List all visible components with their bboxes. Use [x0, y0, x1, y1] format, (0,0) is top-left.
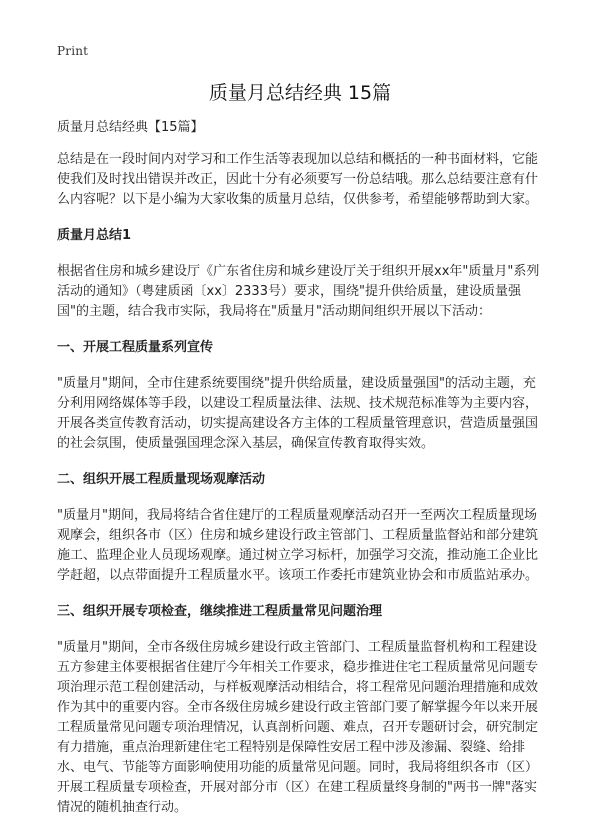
section-heading: 质量月总结1 [57, 228, 132, 243]
item-paragraph-2: "质量月"期间，我局将结合省住建厅的工程质量观摩活动召开一至两次工程质量现场观摩会，组织各市（区）住房和城乡建设行政主管部门、工程质量监督站和部分建筑施工、监理企业人员现场观摩。通过树立学习标杆，加强学习交流，推动施工企业比学赶超，以点带面提升工程质量水平。该项工作委托市建筑业协会和市质监站承办。 [57, 508, 539, 583]
item-paragraph-3: "质量月"期间，全市各级住房城乡建设行政主管部门、工程质量监督机构和工程建设五方参建主体要根据省住建厅今年相关工作要求，稳步推进住宅工程质量常见问题专项治理示范工程创建活动，与样板观摩活动相结合，将工程常见问题治理措施和成效作为其中的重要内容。全市各级住房城乡建设行政主管部门要了解掌握今年以来开展工程质量常见问题专项治理情况，认真剖析问题、难点，召开专题研讨会，研究制定有力措施，重点治理新建住宅工程特别是保障性安居工程中涉及渗漏、裂缝、给排水、电气、节能等方面影响使用功能的质量常见问题。同时，我局将组织各市（区）开展工程质量专项检查，开展对部分市（区）在建工程质量终身制的"两书一牌"落实情况的随机抽查行动。 [57, 640, 539, 815]
item-heading-1: 一、开展工程质量系列宣传 [57, 340, 214, 355]
section-lead-paragraph: 根据省住房和城乡建设厅《广东省住房和城乡建设厅关于组织开展xx年"质量月"系列活动的通知》（粤建质函〔xx〕2333号）要求，围绕"提升供给质量，建设质量强国"的主题，结合我市实际，我局将在"质量月"活动期间组织开展以下活动： [57, 264, 540, 319]
item-paragraph-1: "质量月"期间，全市住建系统要围绕"提升供给质量，建设质量强国"的活动主题，充分利用网络媒体等手段，以建设工程质量法律、法规、技术规范标准等为主要内容，开展各类宣传教育活动，切实提高建设各方主体的工程质量管理意识，营造质量强国的社会氛围，使质量强国理念深入基层，确保宣传教育取得实效。 [57, 376, 539, 451]
item-heading-2: 二、组织开展工程质量现场观摩活动 [57, 472, 266, 487]
article-subtitle: 质量月总结经典【15篇】 [57, 120, 204, 135]
print-link[interactable]: Print [57, 44, 89, 58]
page-title: 质量月总结经典 15篇 [208, 82, 392, 104]
article-body [57, 118, 543, 834]
item-heading-3: 三、组织开展专项检查，继续推进工程质量常见问题治理 [57, 604, 383, 619]
intro-paragraph: 总结是在一段时间内对学习和工作生活等表现加以总结和概括的一种书面材料，它能使我们及时找出错误并改正，因此十分有必须要写一份总结哦。那么总结要注意有什么内容呢？以下是小编为大家收集的质量月总结，仅供参考，希望能够帮助到大家。 [57, 152, 539, 207]
